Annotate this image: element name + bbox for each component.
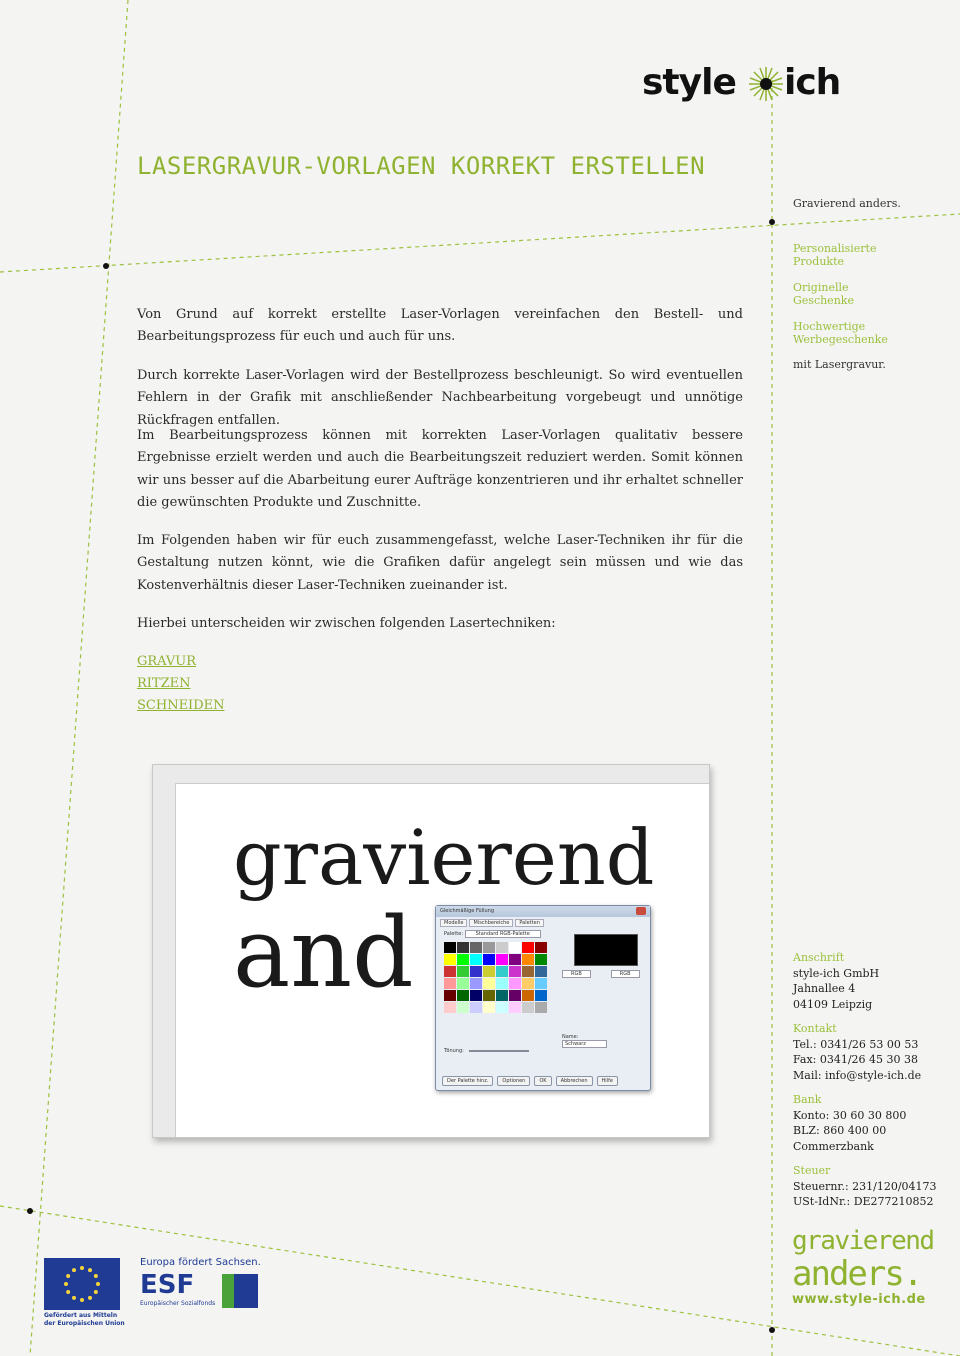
- eu-star: [88, 1268, 92, 1272]
- eu-caption-line: der Europäischen Union: [44, 1320, 125, 1327]
- anschrift-line: style-ich GmbH: [793, 966, 880, 980]
- tab-paletten[interactable]: Paletten: [515, 919, 544, 927]
- steuer-heading: Steuer: [793, 1164, 831, 1177]
- anschrift-line: 04109 Leipzig: [793, 997, 873, 1011]
- palette-swatch[interactable]: [496, 1002, 508, 1013]
- cancel-button[interactable]: Abbrechen: [556, 1076, 593, 1086]
- slogan-line2: anders.: [792, 1254, 922, 1294]
- sidebar-item-produkte: [793, 242, 943, 268]
- palette-swatch[interactable]: [444, 942, 456, 953]
- eu-star: [88, 1296, 92, 1300]
- palette-swatch[interactable]: [457, 954, 469, 965]
- options-button[interactable]: Optionen: [497, 1076, 530, 1086]
- palette-swatch[interactable]: [509, 978, 521, 989]
- palette-swatch[interactable]: [483, 990, 495, 1001]
- anschrift-heading: Anschrift: [793, 951, 845, 964]
- palette-swatch[interactable]: [444, 1002, 456, 1013]
- sidebar-item-line: Produkte: [793, 255, 845, 268]
- paragraph-1: Durch korrekte Laser-Vorlagen wird der Bestellprozess beschleunigt. So wird eventuellen Fehlern in der Grafik mit anschließender Nachbearbeitung vorgebeugt und unnötige Rückfragen entfallen.: [137, 368, 743, 428]
- palette-swatch[interactable]: [457, 990, 469, 1001]
- model-select-2[interactable]: RGB: [611, 970, 640, 978]
- eu-star: [72, 1268, 76, 1272]
- slogan: [792, 1226, 934, 1308]
- model-fields: [562, 970, 640, 978]
- eu-star: [80, 1266, 84, 1270]
- eu-star: [66, 1290, 70, 1294]
- eu-caption-line: Gefördert aus Mitteln: [44, 1312, 118, 1319]
- palette-swatch[interactable]: [470, 1002, 482, 1013]
- palette-swatch[interactable]: [496, 954, 508, 965]
- ruler-horizontal: [153, 765, 709, 784]
- model-select-1[interactable]: RGB: [562, 970, 591, 978]
- help-button[interactable]: Hilfe: [597, 1076, 618, 1086]
- eu-star: [72, 1296, 76, 1300]
- link-schneiden[interactable]: SCHNEIDEN: [137, 698, 225, 713]
- kontakt-mail[interactable]: Mail: info@style-ich.de: [793, 1068, 922, 1082]
- sidebar-item-line: Werbegeschenke: [793, 333, 888, 346]
- sidebar-closing: mit Lasergravur.: [793, 358, 886, 371]
- palette-swatch[interactable]: [509, 954, 521, 965]
- color-preview: [574, 934, 638, 966]
- add-to-palette-button[interactable]: Der Palette hinz.: [442, 1076, 493, 1086]
- sample-word-1: gravierend: [233, 813, 655, 902]
- palette-swatch[interactable]: [509, 1002, 521, 1013]
- palette-swatch[interactable]: [535, 990, 547, 1001]
- palette-swatch[interactable]: [457, 978, 469, 989]
- eu-stars-icon: [44, 1258, 120, 1310]
- palette-swatch[interactable]: [509, 990, 521, 1001]
- dialog-tabs: [440, 919, 544, 927]
- palette-swatch[interactable]: [509, 966, 521, 977]
- logo-part2: ich: [784, 62, 841, 103]
- logo-part1: style: [642, 62, 736, 103]
- kontakt-fax: Fax: 0341/26 45 30 38: [793, 1053, 919, 1066]
- palette-swatch[interactable]: [522, 954, 534, 965]
- palette-swatch[interactable]: [496, 966, 508, 977]
- ruler-vertical: [153, 783, 176, 1137]
- kontakt-phone: Tel.: 0341/26 53 00 53: [793, 1037, 919, 1051]
- palette-swatch[interactable]: [483, 978, 495, 989]
- palette-swatch[interactable]: [522, 942, 534, 953]
- palette-swatch[interactable]: [509, 942, 521, 953]
- sidebar-item-line: Originelle: [793, 281, 849, 294]
- sidebar-item-geschenke: [793, 281, 943, 307]
- palette-swatch[interactable]: [470, 942, 482, 953]
- palette-swatch[interactable]: [444, 978, 456, 989]
- palette-swatch[interactable]: [470, 978, 482, 989]
- sidebar-item-line: Personalisierte: [793, 242, 877, 255]
- palette-swatch[interactable]: [444, 990, 456, 1001]
- palette-swatch[interactable]: [522, 990, 534, 1001]
- tonung-row: [444, 1048, 529, 1054]
- esf-tagline: Europa fördert Sachsen.: [140, 1257, 261, 1268]
- kontakt-heading: Kontakt: [793, 1022, 837, 1035]
- eu-caption: [44, 1312, 125, 1328]
- esf-flag-green: [222, 1274, 234, 1308]
- palette-swatch[interactable]: [496, 990, 508, 1001]
- sidebar-tagline: Gravierend anders.: [793, 197, 901, 210]
- bank-line: BLZ: 860 400 00: [793, 1124, 887, 1137]
- eu-flag: [44, 1258, 120, 1310]
- palette-swatch[interactable]: [483, 1002, 495, 1013]
- software-screenshot: [152, 764, 710, 1138]
- palette-swatch[interactable]: [535, 954, 547, 965]
- palette-swatch[interactable]: [470, 990, 482, 1001]
- palette-swatch[interactable]: [483, 966, 495, 977]
- technique-links: [137, 651, 743, 717]
- sun-icon: [748, 66, 784, 102]
- color-palette[interactable]: [444, 942, 547, 1013]
- palette-swatch[interactable]: [444, 954, 456, 965]
- tonung-label: Tönung:: [444, 1048, 464, 1054]
- palette-swatch[interactable]: [535, 978, 547, 989]
- paragraph-2: Im Bearbeitungsprozess können mit korrekten Laser-Vorlagen qualitativ bessere Ergebnisse erzielt werden und auch die Bearbeitungszeit reduziert werden. Somit können wir uns besser auf die Abarbeitung eurer Aufträge konzentrieren und ihr erhaltet schneller die gewünschten Produkte und Zuschnitte.: [137, 428, 743, 510]
- palette-swatch[interactable]: [535, 1002, 547, 1013]
- close-icon[interactable]: [636, 907, 646, 915]
- bank-heading: Bank: [793, 1093, 822, 1106]
- link-ritzen[interactable]: RITZEN: [137, 676, 191, 691]
- esf-logo-text: ESF: [140, 1270, 195, 1300]
- palette-label: Palette:: [444, 931, 464, 937]
- eu-star: [66, 1274, 70, 1278]
- eu-star: [64, 1282, 68, 1286]
- name-label: Name:: [562, 1034, 579, 1040]
- bank-line: Konto: 30 60 30 800: [793, 1108, 907, 1122]
- bank-line: Commerzbank: [793, 1139, 874, 1153]
- steuer-line: Steuernr.: 231/120/04173: [793, 1179, 937, 1193]
- palette-swatch[interactable]: [535, 942, 547, 953]
- tab-modelle[interactable]: Modelle: [440, 919, 467, 927]
- sample-word-2: and: [233, 897, 414, 1009]
- eu-star: [80, 1298, 84, 1302]
- palette-swatch[interactable]: [457, 942, 469, 953]
- brand-logo: [642, 60, 854, 106]
- palette-swatch[interactable]: [483, 954, 495, 965]
- website-link[interactable]: www.style-ich.de: [792, 1292, 926, 1307]
- ok-button[interactable]: OK: [534, 1076, 551, 1086]
- slogan-line1: gravierend: [792, 1226, 934, 1256]
- palette-swatch[interactable]: [496, 978, 508, 989]
- palette-swatch[interactable]: [483, 942, 495, 953]
- name-field: [562, 1034, 607, 1048]
- palette-swatch[interactable]: [457, 966, 469, 977]
- link-gravur[interactable]: GRAVUR: [137, 654, 197, 669]
- dialog-title: Gleichmäßige Füllung: [436, 906, 650, 917]
- palette-swatch[interactable]: [470, 966, 482, 977]
- sidebar-item-line: Geschenke: [793, 294, 854, 307]
- paragraph-4: Hierbei unterscheiden wir zwischen folgenden Lasertechniken:: [137, 616, 556, 631]
- sidebar-item-line: Hochwertige: [793, 320, 866, 333]
- name-input[interactable]: Schwarz: [562, 1040, 607, 1048]
- eu-star: [94, 1290, 98, 1294]
- palette-swatch[interactable]: [522, 966, 534, 977]
- dialog-buttons: [442, 1076, 618, 1086]
- palette-swatch[interactable]: [457, 1002, 469, 1013]
- palette-swatch[interactable]: [496, 942, 508, 953]
- tonung-slider[interactable]: [469, 1050, 529, 1052]
- fill-dialog: [435, 905, 651, 1091]
- steuer-line: USt-IdNr.: DE277210852: [793, 1195, 934, 1208]
- palette-swatch[interactable]: [522, 1002, 534, 1013]
- palette-swatch[interactable]: [444, 966, 456, 977]
- address-block: [793, 950, 937, 1210]
- paragraph-3: Im Folgenden haben wir für euch zusammengefasst, welche Laser-Techniken ihr für die Gestaltung nutzen könnt, wie die Grafiken dafür angelegt sein müssen und wie das Kostenverhältnis dieser Laser-Techniken zueinander ist.: [137, 533, 743, 593]
- page-title: LASERGRAVUR-VORLAGEN KORREKT ERSTELLEN: [137, 152, 706, 180]
- eu-star: [96, 1282, 100, 1286]
- eu-star: [94, 1274, 98, 1278]
- tab-mischbereiche[interactable]: Mischbereiche: [469, 919, 513, 927]
- sidebar-item-werbegeschenke: [793, 320, 943, 346]
- palette-swatch[interactable]: [522, 978, 534, 989]
- palette-select[interactable]: Standard RGB-Palette: [465, 930, 541, 938]
- palette-select-row: [444, 931, 541, 937]
- palette-swatch[interactable]: [535, 966, 547, 977]
- esf-subtitle: Europäischer Sozialfonds: [140, 1300, 216, 1307]
- lead-paragraph: Von Grund auf korrekt erstellte Laser-Vorlagen vereinfachen den Bestell- und Bearbeitungsprozess für euch und auch für uns.: [137, 307, 743, 345]
- anschrift-line: Jahnallee 4: [793, 982, 856, 995]
- palette-swatch[interactable]: [470, 954, 482, 965]
